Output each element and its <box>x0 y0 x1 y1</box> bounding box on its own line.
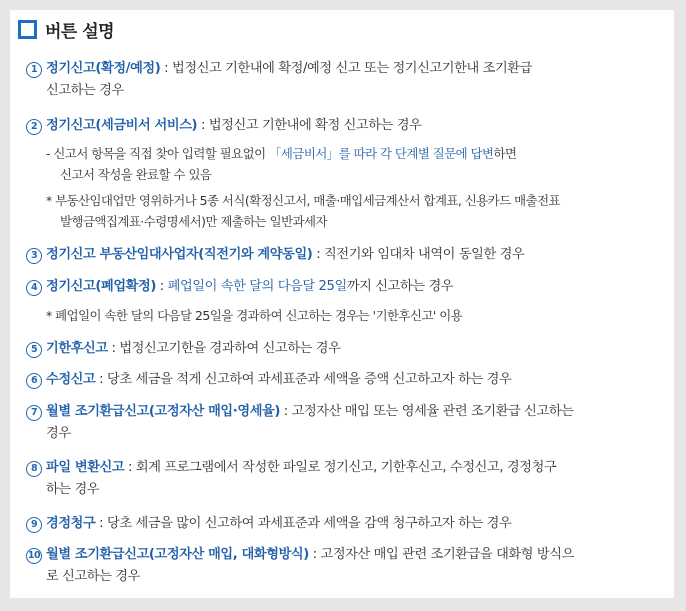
circled-number: 7 <box>26 405 42 421</box>
item-name: 정기신고(세금비서 서비스) <box>46 118 198 133</box>
circled-number: 8 <box>26 461 42 477</box>
circled-number: 5 <box>26 342 42 358</box>
list-item <box>26 115 666 137</box>
list-item <box>26 58 666 102</box>
circled-number: 10 <box>26 548 42 564</box>
highlight-text: 폐업일이 속한 달의 다음달 25일 <box>167 279 347 294</box>
item-name: 기한후신고 <box>46 341 108 356</box>
list-item <box>26 513 666 535</box>
item-name: 경정청구 <box>46 516 96 531</box>
item-desc: : 고정자산 매입 또는 영세율 관련 조기환급 신고하는 <box>280 404 574 419</box>
item-name: 수정신고 <box>46 372 96 387</box>
list-item: 4 정기신고(폐업확정) : 폐업일이 속한 달의 다음달 25일까지 신고하는 경우 <box>26 276 666 298</box>
circled-number: 9 <box>26 517 42 533</box>
item-desc: : 법정신고기한을 경과하여 신고하는 경우 <box>107 341 341 356</box>
item-name: 정기신고(폐업확정) <box>46 279 156 294</box>
item-desc: : 당초 세금을 적게 신고하여 과세표준과 세액을 증액 신고하고자 하는 경우 <box>95 372 512 387</box>
item-note: * 폐업일이 속한 달의 다음달 25일을 경과하여 신고하는 경우는 '기한후신고' 이용 <box>46 308 463 323</box>
item-desc: : 법정신고 기한내에 확정/예정 신고 또는 정기신고기한내 조기환급 <box>160 61 532 76</box>
square-bullet-icon <box>18 20 37 39</box>
section-title: 버튼 설명 <box>45 22 115 42</box>
circled-number: 1 <box>26 62 42 78</box>
list-item <box>26 544 666 588</box>
item-desc-cont: 로 신고하는 경우 <box>46 569 140 584</box>
list-item <box>26 244 666 266</box>
list-item <box>26 401 666 445</box>
item-name: 월별 조기환급신고(고정자산 매입, 대화형방식) <box>46 547 309 562</box>
item-note: * 부동산임대업만 영위하거나 5종 서식(확정신고서, 매출·매입세금계산서 합계표, 신용카드 매출전표 발행금액집계표·수령명세서)만 제출하는 일반과세자 <box>46 193 561 229</box>
section-header <box>18 17 114 42</box>
circled-number: 6 <box>26 373 42 389</box>
item-name: 파일 변환신고 <box>46 460 125 475</box>
highlight-text: 「세금비서」를 따라 각 단계별 질문에 답변 <box>269 146 494 161</box>
button-description-panel <box>10 10 674 598</box>
circled-number: 2 <box>26 119 42 135</box>
item-desc: : 고정자산 매입 관련 조기환급을 대화형 방식으 <box>308 547 574 562</box>
item-desc-cont: 신고하는 경우 <box>46 83 124 98</box>
item-name: 정기신고 부동산임대사업자(직전기와 계약동일) <box>46 247 313 262</box>
item-desc-cont: 하는 경우 <box>46 482 100 497</box>
item-desc: : 당초 세금을 많이 신고하여 과세표준과 세액을 감액 청구하고자 하는 경우 <box>95 516 512 531</box>
list-item <box>26 457 666 501</box>
item-desc: : 직전기와 임대차 내역이 동일한 경우 <box>312 247 525 262</box>
item-desc: : 법정신고 기한내에 확정 신고하는 경우 <box>197 118 422 133</box>
list-item <box>26 369 666 391</box>
item-desc-cont: 경우 <box>46 426 71 441</box>
list-item <box>26 338 666 360</box>
item-desc: : 회계 프로그램에서 작성한 파일로 정기신고, 기한후신고, 수정신고, 경정청구 <box>124 460 557 475</box>
item-name: 정기신고(확정/예정) <box>46 61 161 76</box>
circled-number: 3 <box>26 248 42 264</box>
circled-number: 4 <box>26 280 42 296</box>
item-note: - 신고서 항목을 직접 찾아 입력할 필요없이 「세금비서」를 따라 각 단계별 질문에 답변하면 신고서 작성을 완료할 수 있음 <box>46 146 517 182</box>
item-name: 월별 조기환급신고(고정자산 매입·영세율) <box>46 404 281 419</box>
